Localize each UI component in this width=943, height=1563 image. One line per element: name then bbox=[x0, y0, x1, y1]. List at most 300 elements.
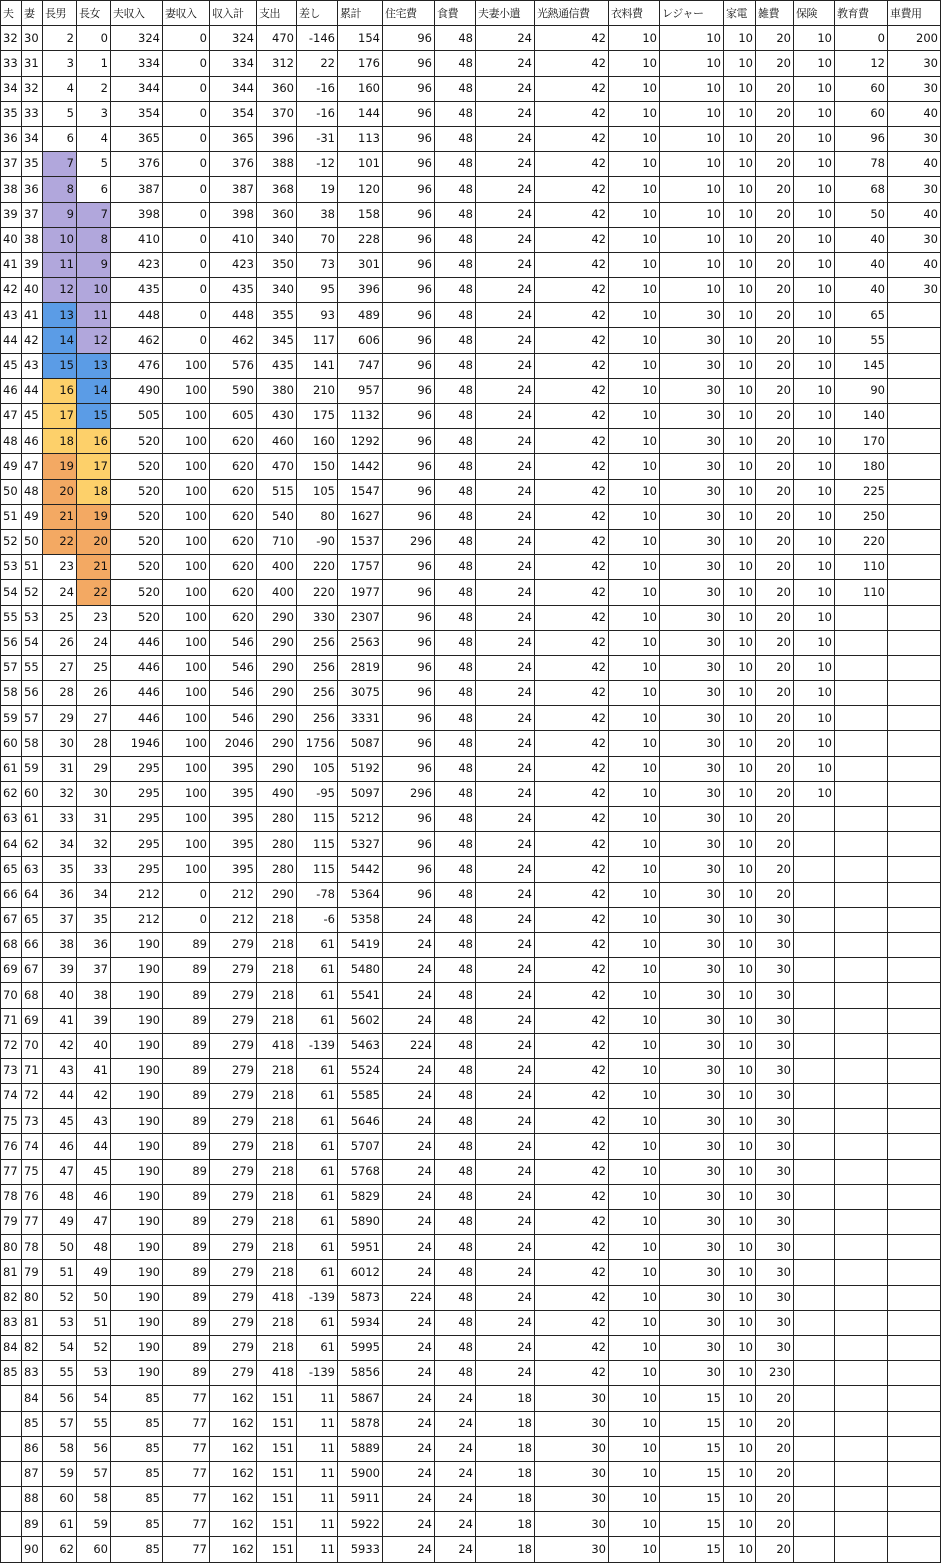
table-cell: 180 bbox=[835, 454, 888, 479]
table-cell: 42 bbox=[535, 580, 609, 605]
table-cell: 47 bbox=[22, 454, 43, 479]
table-cell: 620 bbox=[210, 504, 257, 529]
table-cell bbox=[835, 1159, 888, 1184]
table-row bbox=[1, 504, 941, 529]
table-cell: 47 bbox=[43, 1159, 77, 1184]
table-cell: 30 bbox=[660, 555, 724, 580]
table-cell bbox=[888, 731, 941, 756]
table-cell bbox=[794, 807, 835, 832]
table-cell: 60 bbox=[43, 1487, 77, 1512]
table-cell: 10 bbox=[77, 278, 111, 303]
col-header-food: 食費 bbox=[435, 1, 476, 26]
table-cell: 42 bbox=[535, 76, 609, 101]
table-cell: 5524 bbox=[338, 1058, 383, 1083]
table-cell: 10 bbox=[609, 1260, 660, 1285]
table-cell: 42 bbox=[535, 1084, 609, 1109]
table-cell: 5 bbox=[77, 152, 111, 177]
table-cell: 30 bbox=[660, 1159, 724, 1184]
table-cell: 24 bbox=[476, 655, 535, 680]
table-cell: 96 bbox=[383, 252, 435, 277]
table-cell: 151 bbox=[257, 1461, 297, 1486]
table-cell: 20 bbox=[756, 807, 794, 832]
table-cell: 10 bbox=[609, 907, 660, 932]
table-cell: 423 bbox=[210, 252, 257, 277]
table-cell: 370 bbox=[257, 101, 297, 126]
table-cell: 89 bbox=[22, 1512, 43, 1537]
table-cell: 218 bbox=[257, 1235, 297, 1260]
table-cell: 190 bbox=[111, 1310, 163, 1335]
table-cell: 20 bbox=[756, 479, 794, 504]
table-cell bbox=[888, 429, 941, 454]
table-cell: 57 bbox=[22, 706, 43, 731]
table-cell: 10 bbox=[794, 328, 835, 353]
table-cell: 30 bbox=[660, 1285, 724, 1310]
table-cell: 5463 bbox=[338, 1033, 383, 1058]
table-cell: 101 bbox=[338, 152, 383, 177]
table-cell: 10 bbox=[660, 51, 724, 76]
table-cell: 30 bbox=[535, 1461, 609, 1486]
table-row bbox=[1, 1285, 941, 1310]
table-row bbox=[1, 807, 941, 832]
table-cell: 410 bbox=[210, 227, 257, 252]
table-cell: 66 bbox=[22, 932, 43, 957]
table-row bbox=[1, 907, 941, 932]
table-cell: 40 bbox=[43, 983, 77, 1008]
table-cell: 62 bbox=[1, 781, 22, 806]
table-cell: 26 bbox=[43, 630, 77, 655]
table-cell: 85 bbox=[111, 1487, 163, 1512]
table-cell: 54 bbox=[77, 1386, 111, 1411]
table-cell: 24 bbox=[476, 630, 535, 655]
table-cell: 10 bbox=[724, 857, 756, 882]
table-cell: 115 bbox=[297, 832, 338, 857]
table-cell bbox=[888, 353, 941, 378]
table-cell: 43 bbox=[1, 303, 22, 328]
table-cell: 42 bbox=[535, 1058, 609, 1083]
table-cell: 620 bbox=[210, 580, 257, 605]
table-cell: 74 bbox=[22, 1134, 43, 1159]
table-cell: 42 bbox=[535, 1184, 609, 1209]
table-cell: 10 bbox=[609, 681, 660, 706]
table-cell: 30 bbox=[660, 1210, 724, 1235]
table-cell: 10 bbox=[724, 1210, 756, 1235]
table-cell: 24 bbox=[383, 907, 435, 932]
table-cell: 30 bbox=[660, 983, 724, 1008]
table-cell: 38 bbox=[77, 983, 111, 1008]
table-cell: 48 bbox=[435, 479, 476, 504]
table-cell: 10 bbox=[724, 152, 756, 177]
table-cell: 10 bbox=[794, 781, 835, 806]
table-cell bbox=[835, 1310, 888, 1335]
table-row bbox=[1, 655, 941, 680]
table-cell: 212 bbox=[111, 907, 163, 932]
table-cell: 48 bbox=[435, 1159, 476, 1184]
table-cell: 48 bbox=[435, 1109, 476, 1134]
table-cell: 60 bbox=[22, 781, 43, 806]
table-cell bbox=[888, 1411, 941, 1436]
table-cell: 24 bbox=[383, 1436, 435, 1461]
table-cell: 42 bbox=[535, 1109, 609, 1134]
table-cell: 0 bbox=[163, 278, 210, 303]
table-cell: 10 bbox=[794, 378, 835, 403]
table-cell: 42 bbox=[535, 202, 609, 227]
table-cell: 48 bbox=[435, 202, 476, 227]
table-cell: 24 bbox=[476, 429, 535, 454]
table-row bbox=[1, 152, 941, 177]
table-cell: 20 bbox=[756, 152, 794, 177]
table-cell bbox=[888, 655, 941, 680]
table-cell: 5419 bbox=[338, 932, 383, 957]
table-cell: 42 bbox=[535, 857, 609, 882]
table-cell: 4 bbox=[43, 76, 77, 101]
table-cell: 42 bbox=[535, 958, 609, 983]
table-cell: 54 bbox=[22, 630, 43, 655]
table-cell: 446 bbox=[111, 655, 163, 680]
table-cell: 279 bbox=[210, 1058, 257, 1083]
table-cell: 7 bbox=[43, 152, 77, 177]
table-cell: 16 bbox=[77, 429, 111, 454]
table-cell: 520 bbox=[111, 580, 163, 605]
table-cell: 10 bbox=[660, 177, 724, 202]
table-cell: 30 bbox=[660, 655, 724, 680]
table-cell: 10 bbox=[724, 983, 756, 1008]
table-cell: 89 bbox=[163, 1210, 210, 1235]
table-cell: 0 bbox=[163, 328, 210, 353]
table-cell bbox=[835, 1109, 888, 1134]
table-cell: 1757 bbox=[338, 555, 383, 580]
table-cell: 24 bbox=[383, 1159, 435, 1184]
table-cell: 520 bbox=[111, 529, 163, 554]
table-cell: 42 bbox=[535, 1260, 609, 1285]
table-cell: 279 bbox=[210, 1361, 257, 1386]
col-header-wife-income: 妻収入 bbox=[163, 1, 210, 26]
table-cell: 20 bbox=[756, 404, 794, 429]
table-row bbox=[1, 580, 941, 605]
table-cell: 115 bbox=[297, 807, 338, 832]
table-cell: 30 bbox=[756, 932, 794, 957]
col-header-allowance: 夫妻小遣 bbox=[476, 1, 535, 26]
table-cell: 10 bbox=[724, 202, 756, 227]
table-cell: 10 bbox=[609, 1058, 660, 1083]
table-cell: 40 bbox=[888, 101, 941, 126]
table-cell: 10 bbox=[724, 580, 756, 605]
table-cell: 65 bbox=[835, 303, 888, 328]
table-cell: 100 bbox=[163, 353, 210, 378]
table-cell: 10 bbox=[724, 731, 756, 756]
table-cell: 10 bbox=[724, 832, 756, 857]
table-cell: 10 bbox=[724, 1436, 756, 1461]
table-cell: 24 bbox=[476, 378, 535, 403]
table-cell: 10 bbox=[609, 227, 660, 252]
table-cell: 462 bbox=[111, 328, 163, 353]
col-header-leisure: レジャー bbox=[660, 1, 724, 26]
table-cell: 42 bbox=[535, 756, 609, 781]
table-cell: 520 bbox=[111, 555, 163, 580]
table-cell: 10 bbox=[609, 278, 660, 303]
table-cell: 250 bbox=[835, 504, 888, 529]
table-cell: 160 bbox=[338, 76, 383, 101]
table-cell: 10 bbox=[609, 1436, 660, 1461]
table-cell: 40 bbox=[888, 202, 941, 227]
table-cell: 150 bbox=[297, 454, 338, 479]
table-cell: 10 bbox=[794, 252, 835, 277]
table-cell: 354 bbox=[210, 101, 257, 126]
table-cell: 620 bbox=[210, 454, 257, 479]
table-cell: 10 bbox=[660, 26, 724, 51]
table-cell: 48 bbox=[435, 983, 476, 1008]
table-cell: 24 bbox=[43, 580, 77, 605]
table-cell: 42 bbox=[535, 882, 609, 907]
table-cell: 51 bbox=[1, 504, 22, 529]
table-cell: 48 bbox=[435, 26, 476, 51]
col-header-total-income: 収入計 bbox=[210, 1, 257, 26]
table-cell: 5585 bbox=[338, 1084, 383, 1109]
table-cell: 10 bbox=[724, 504, 756, 529]
table-cell: 10 bbox=[724, 51, 756, 76]
table-cell: 89 bbox=[163, 983, 210, 1008]
table-cell bbox=[888, 1134, 941, 1159]
table-cell: 290 bbox=[257, 630, 297, 655]
table-cell: 380 bbox=[257, 378, 297, 403]
table-cell bbox=[888, 983, 941, 1008]
table-cell: 42 bbox=[535, 655, 609, 680]
table-cell: 546 bbox=[210, 655, 257, 680]
table-cell: 24 bbox=[476, 731, 535, 756]
table-cell: 10 bbox=[794, 353, 835, 378]
table-cell: 957 bbox=[338, 378, 383, 403]
table-cell: 71 bbox=[1, 1008, 22, 1033]
table-cell bbox=[888, 1159, 941, 1184]
table-cell: 256 bbox=[297, 681, 338, 706]
table-cell: 13 bbox=[77, 353, 111, 378]
table-cell: 20 bbox=[756, 429, 794, 454]
table-cell: 590 bbox=[210, 378, 257, 403]
col-header-education: 教育費 bbox=[835, 1, 888, 26]
table-cell: 61 bbox=[297, 1260, 338, 1285]
table-cell: 77 bbox=[22, 1210, 43, 1235]
table-cell: 79 bbox=[22, 1260, 43, 1285]
table-cell: 42 bbox=[535, 1235, 609, 1260]
table-cell: 10 bbox=[724, 101, 756, 126]
table-cell: 48 bbox=[435, 1260, 476, 1285]
table-cell: 48 bbox=[435, 1210, 476, 1235]
table-cell: 75 bbox=[22, 1159, 43, 1184]
table-cell: 30 bbox=[535, 1512, 609, 1537]
table-cell bbox=[888, 1461, 941, 1486]
table-cell: 48 bbox=[435, 731, 476, 756]
table-cell: 30 bbox=[660, 605, 724, 630]
table-cell: 24 bbox=[383, 1512, 435, 1537]
table-cell: 78 bbox=[835, 152, 888, 177]
table-cell: 10 bbox=[794, 152, 835, 177]
table-cell: 435 bbox=[257, 353, 297, 378]
table-cell: 360 bbox=[257, 76, 297, 101]
table-cell: 30 bbox=[660, 832, 724, 857]
table-cell: 160 bbox=[297, 429, 338, 454]
table-cell: 395 bbox=[210, 781, 257, 806]
table-cell: 18 bbox=[476, 1487, 535, 1512]
table-cell: 24 bbox=[476, 328, 535, 353]
col-header-eldest-daughter: 長女 bbox=[77, 1, 111, 26]
table-cell: 70 bbox=[297, 227, 338, 252]
table-cell: 17 bbox=[43, 404, 77, 429]
table-cell: 96 bbox=[383, 807, 435, 832]
table-cell: 48 bbox=[77, 1235, 111, 1260]
table-cell: 24 bbox=[476, 1058, 535, 1083]
table-cell: 295 bbox=[111, 756, 163, 781]
table-cell: 42 bbox=[535, 731, 609, 756]
table-cell: 435 bbox=[210, 278, 257, 303]
table-cell: 5097 bbox=[338, 781, 383, 806]
table-cell: 48 bbox=[435, 1033, 476, 1058]
table-cell: 24 bbox=[476, 252, 535, 277]
table-cell: 10 bbox=[609, 479, 660, 504]
table-cell: 48 bbox=[435, 101, 476, 126]
table-cell: 0 bbox=[163, 51, 210, 76]
table-cell: 46 bbox=[1, 378, 22, 403]
table-cell: 48 bbox=[435, 882, 476, 907]
table-cell: 151 bbox=[257, 1487, 297, 1512]
col-header-clothing: 衣料費 bbox=[609, 1, 660, 26]
table-cell: 61 bbox=[297, 1008, 338, 1033]
table-row bbox=[1, 1386, 941, 1411]
table-cell: 15 bbox=[660, 1461, 724, 1486]
table-cell: 48 bbox=[435, 706, 476, 731]
table-cell: 279 bbox=[210, 1033, 257, 1058]
table-cell bbox=[835, 605, 888, 630]
table-cell: 190 bbox=[111, 932, 163, 957]
table-cell bbox=[888, 756, 941, 781]
table-cell: 30 bbox=[660, 1008, 724, 1033]
table-cell bbox=[888, 580, 941, 605]
table-cell: 24 bbox=[476, 882, 535, 907]
table-cell: 100 bbox=[163, 630, 210, 655]
table-cell: 10 bbox=[609, 252, 660, 277]
table-cell: 279 bbox=[210, 932, 257, 957]
table-cell: 345 bbox=[257, 328, 297, 353]
table-cell: 279 bbox=[210, 1008, 257, 1033]
table-cell: 96 bbox=[835, 126, 888, 151]
table-cell: 10 bbox=[609, 378, 660, 403]
table-cell: 96 bbox=[383, 328, 435, 353]
table-cell: 24 bbox=[476, 529, 535, 554]
table-cell: 59 bbox=[1, 706, 22, 731]
table-cell: 10 bbox=[609, 1084, 660, 1109]
table-cell bbox=[794, 1033, 835, 1058]
table-cell: 24 bbox=[435, 1411, 476, 1436]
table-cell: 10 bbox=[43, 227, 77, 252]
table-cell bbox=[835, 807, 888, 832]
table-cell: 84 bbox=[22, 1386, 43, 1411]
table-cell: 5900 bbox=[338, 1461, 383, 1486]
table-cell: 48 bbox=[435, 932, 476, 957]
table-cell: 49 bbox=[1, 454, 22, 479]
table-row bbox=[1, 1411, 941, 1436]
table-cell: 1 bbox=[77, 51, 111, 76]
table-cell: 9 bbox=[43, 202, 77, 227]
table-cell: 82 bbox=[22, 1335, 43, 1360]
table-cell: 73 bbox=[22, 1109, 43, 1134]
table-cell: 10 bbox=[609, 807, 660, 832]
table-cell: 46 bbox=[43, 1134, 77, 1159]
table-cell: 24 bbox=[383, 983, 435, 1008]
table-cell bbox=[794, 958, 835, 983]
table-cell: 74 bbox=[1, 1084, 22, 1109]
table-cell: 89 bbox=[163, 1159, 210, 1184]
table-cell: 10 bbox=[724, 429, 756, 454]
table-cell: 117 bbox=[297, 328, 338, 353]
table-row bbox=[1, 605, 941, 630]
table-cell: 35 bbox=[77, 907, 111, 932]
table-cell: 113 bbox=[338, 126, 383, 151]
table-cell: 46 bbox=[77, 1184, 111, 1209]
table-cell: 218 bbox=[257, 1084, 297, 1109]
table-cell: 20 bbox=[756, 504, 794, 529]
table-cell: 218 bbox=[257, 1210, 297, 1235]
table-cell: 42 bbox=[43, 1033, 77, 1058]
table-cell: 15 bbox=[660, 1436, 724, 1461]
table-cell bbox=[888, 882, 941, 907]
table-cell: 10 bbox=[724, 1487, 756, 1512]
table-cell: 42 bbox=[535, 1310, 609, 1335]
table-cell: 40 bbox=[835, 227, 888, 252]
table-cell: 10 bbox=[794, 580, 835, 605]
table-cell: 30 bbox=[756, 1008, 794, 1033]
table-cell: 60 bbox=[835, 101, 888, 126]
table-row bbox=[1, 26, 941, 51]
table-cell: 400 bbox=[257, 580, 297, 605]
table-cell bbox=[794, 1109, 835, 1134]
table-cell: 5934 bbox=[338, 1310, 383, 1335]
table-row bbox=[1, 101, 941, 126]
table-row bbox=[1, 227, 941, 252]
table-cell: 61 bbox=[43, 1512, 77, 1537]
table-cell: 279 bbox=[210, 1109, 257, 1134]
table-row bbox=[1, 1109, 941, 1134]
table-cell: 10 bbox=[794, 404, 835, 429]
table-cell: 96 bbox=[383, 152, 435, 177]
table-cell: 20 bbox=[756, 1537, 794, 1562]
table-cell: 10 bbox=[794, 227, 835, 252]
table-cell: 24 bbox=[476, 832, 535, 857]
table-row bbox=[1, 1260, 941, 1285]
table-cell: 59 bbox=[77, 1512, 111, 1537]
table-cell: 42 bbox=[535, 479, 609, 504]
table-cell: 24 bbox=[476, 202, 535, 227]
table-cell: 77 bbox=[163, 1512, 210, 1537]
table-cell: 96 bbox=[383, 126, 435, 151]
table-cell: 400 bbox=[257, 555, 297, 580]
table-cell: 10 bbox=[609, 1235, 660, 1260]
table-cell: 10 bbox=[724, 126, 756, 151]
table-row bbox=[1, 681, 941, 706]
table-cell: 29 bbox=[77, 756, 111, 781]
table-cell: 24 bbox=[476, 227, 535, 252]
table-row bbox=[1, 1335, 941, 1360]
table-cell bbox=[835, 1008, 888, 1033]
table-cell: 0 bbox=[163, 227, 210, 252]
table-cell: 100 bbox=[163, 429, 210, 454]
table-cell bbox=[1, 1512, 22, 1537]
table-cell: 100 bbox=[163, 504, 210, 529]
table-cell: 10 bbox=[724, 756, 756, 781]
table-cell: 58 bbox=[1, 681, 22, 706]
table-row bbox=[1, 555, 941, 580]
table-cell: 31 bbox=[43, 756, 77, 781]
table-cell: 68 bbox=[835, 177, 888, 202]
table-cell: 45 bbox=[77, 1159, 111, 1184]
table-cell: 151 bbox=[257, 1386, 297, 1411]
